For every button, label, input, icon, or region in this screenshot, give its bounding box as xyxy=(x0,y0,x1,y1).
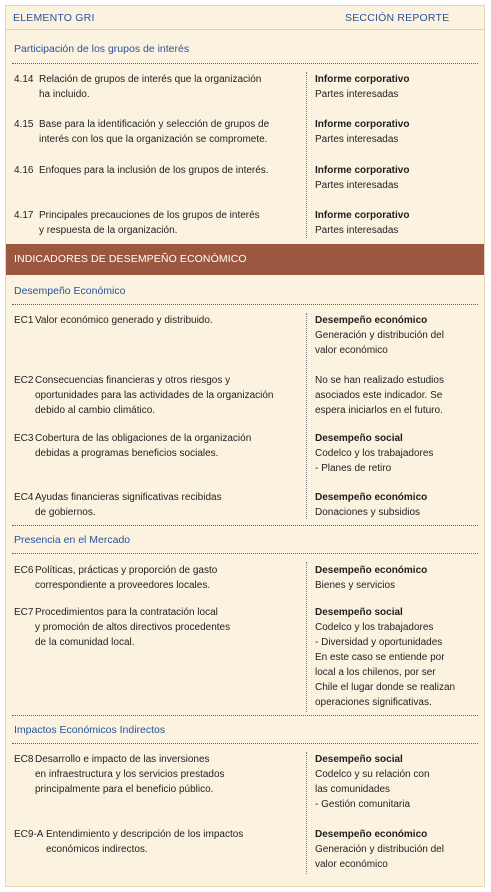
report-section-detail: operaciones significativas. xyxy=(315,697,432,708)
report-section-title: Desempeño social xyxy=(315,433,403,444)
item-description: Procedimientos para la contratación local xyxy=(35,607,218,618)
item-code: EC3 xyxy=(14,433,34,444)
section-divider xyxy=(12,525,478,526)
column-separator xyxy=(306,72,307,238)
item-description: Políticas, prácticas y proporción de gasto xyxy=(35,565,218,576)
item-code: 4.16 xyxy=(14,165,34,176)
item-description: Enfoques para la inclusión de los grupos de interés. xyxy=(39,165,269,176)
item-code: EC9-A xyxy=(14,829,44,840)
report-section-detail: valor económico xyxy=(315,345,388,356)
item-description: económicos indirectos. xyxy=(46,844,148,855)
report-section-detail: valor económico xyxy=(315,859,388,870)
report-section-title: Informe corporativo xyxy=(315,210,410,221)
banner-title: INDICADORES DE DESEMPEÑO ECONÓMICO xyxy=(14,253,247,265)
item-description: principalmente para el beneficio público. xyxy=(35,784,214,795)
section-divider xyxy=(12,743,478,744)
item-description: Ayudas financieras significativas recibidas xyxy=(35,492,222,503)
item-description: Base para la identificación y selección de grupos de xyxy=(39,119,270,130)
gri-index-table xyxy=(5,5,485,887)
report-section-detail: Codelco y los trabajadores xyxy=(315,448,434,459)
report-section-detail: - Planes de retiro xyxy=(315,463,392,474)
item-code: 4.14 xyxy=(14,74,34,85)
report-section-title: Informe corporativo xyxy=(315,165,410,176)
item-description: Principales precauciones de los grupos de interés xyxy=(39,210,260,221)
item-description: Cobertura de las obligaciones de la organización xyxy=(35,433,252,444)
report-section-detail: local a los chilenos, por ser xyxy=(315,667,436,678)
report-section-title: Desempeño económico xyxy=(315,829,428,840)
item-code: EC8 xyxy=(14,754,34,765)
item-description: ha incluido. xyxy=(39,89,90,100)
item-description: Consecuencias financieras y otros riesgos y xyxy=(35,375,231,386)
item-code: EC6 xyxy=(14,565,34,576)
report-section-title: Desempeño económico xyxy=(315,492,428,503)
report-section-detail: Generación y distribución del xyxy=(315,330,444,341)
report-section-detail: En este caso se entiende por xyxy=(315,652,445,663)
section-title-indirect-impacts: Impactos Económicos Indirectos xyxy=(14,724,166,736)
report-section-detail: Partes interesadas xyxy=(315,134,399,145)
header-gri-element: ELEMENTO GRI xyxy=(13,12,95,24)
report-section-detail: asociados este indicador. Se xyxy=(315,390,443,401)
report-section-title: Informe corporativo xyxy=(315,119,410,130)
report-section-detail: Partes interesadas xyxy=(315,180,399,191)
item-description: Desarrollo e impacto de las inversiones xyxy=(35,754,210,765)
item-code: EC1 xyxy=(14,315,34,326)
item-code: EC4 xyxy=(14,492,34,503)
item-description: y respuesta de la organización. xyxy=(39,225,178,236)
economic-indicators-banner xyxy=(6,244,484,275)
report-section-detail: Partes interesadas xyxy=(315,89,399,100)
report-section-detail: Donaciones y subsidios xyxy=(315,507,421,518)
report-section-detail: No se han realizado estudios xyxy=(315,375,444,386)
item-description: Valor económico generado y distribuido. xyxy=(35,315,213,326)
report-section-title: Desempeño económico xyxy=(315,565,428,576)
section-title-economic-performance: Desempeño Económico xyxy=(14,285,126,297)
report-section-title: Desempeño económico xyxy=(315,315,428,326)
item-code: EC7 xyxy=(14,607,34,618)
item-description: en infraestructura y los servicios prestados xyxy=(35,769,225,780)
report-section-title: Desempeño social xyxy=(315,754,403,765)
report-section-detail: - Diversidad y oportunidades xyxy=(315,637,443,648)
report-section-detail: Bienes y servicios xyxy=(315,580,396,591)
header-report-section: SECCIÓN REPORTE xyxy=(345,12,450,24)
item-description: interés con los que la organización se compromete. xyxy=(39,134,268,145)
item-description: correspondiente a proveedores locales. xyxy=(35,580,211,591)
section-divider xyxy=(12,63,478,64)
column-separator xyxy=(306,313,307,519)
item-description: debidas a programas beneficios sociales. xyxy=(35,448,219,459)
report-section-detail: - Gestión comunitaria xyxy=(315,799,411,810)
item-code: EC2 xyxy=(14,375,34,386)
report-section-title: Desempeño social xyxy=(315,607,403,618)
column-separator xyxy=(306,562,307,712)
report-section-detail: espera iniciarlos en el futuro. xyxy=(315,405,443,416)
item-description: oportunidades para las actividades de la organización xyxy=(35,390,274,401)
item-description: Relación de grupos de interés que la organización xyxy=(39,74,262,85)
report-section-title: Informe corporativo xyxy=(315,74,410,85)
item-description: Entendimiento y descripción de los impactos xyxy=(46,829,244,840)
section-divider xyxy=(12,715,478,716)
item-description: debido al cambio climático. xyxy=(35,405,156,416)
report-section-detail: Codelco y su relación con xyxy=(315,769,430,780)
table-header xyxy=(6,6,484,30)
item-code: 4.17 xyxy=(14,210,34,221)
section-title-market-presence: Presencia en el Mercado xyxy=(14,534,131,546)
report-section-detail: Codelco y los trabajadores xyxy=(315,622,434,633)
report-section-detail: las comunidades xyxy=(315,784,391,795)
item-description: de la comunidad local. xyxy=(35,637,135,648)
report-section-detail: Partes interesadas xyxy=(315,225,399,236)
item-code: 4.15 xyxy=(14,119,34,130)
section-divider xyxy=(12,304,478,305)
item-description: y promoción de altos directivos procedentes xyxy=(35,622,231,633)
report-section-detail: Chile el lugar donde se realizan xyxy=(315,682,456,693)
section-divider xyxy=(12,553,478,554)
report-section-detail: Generación y distribución del xyxy=(315,844,444,855)
column-separator xyxy=(306,752,307,874)
section-title-stakeholders: Participación de los grupos de interés xyxy=(14,43,190,55)
item-description: de gobiernos. xyxy=(35,507,96,518)
